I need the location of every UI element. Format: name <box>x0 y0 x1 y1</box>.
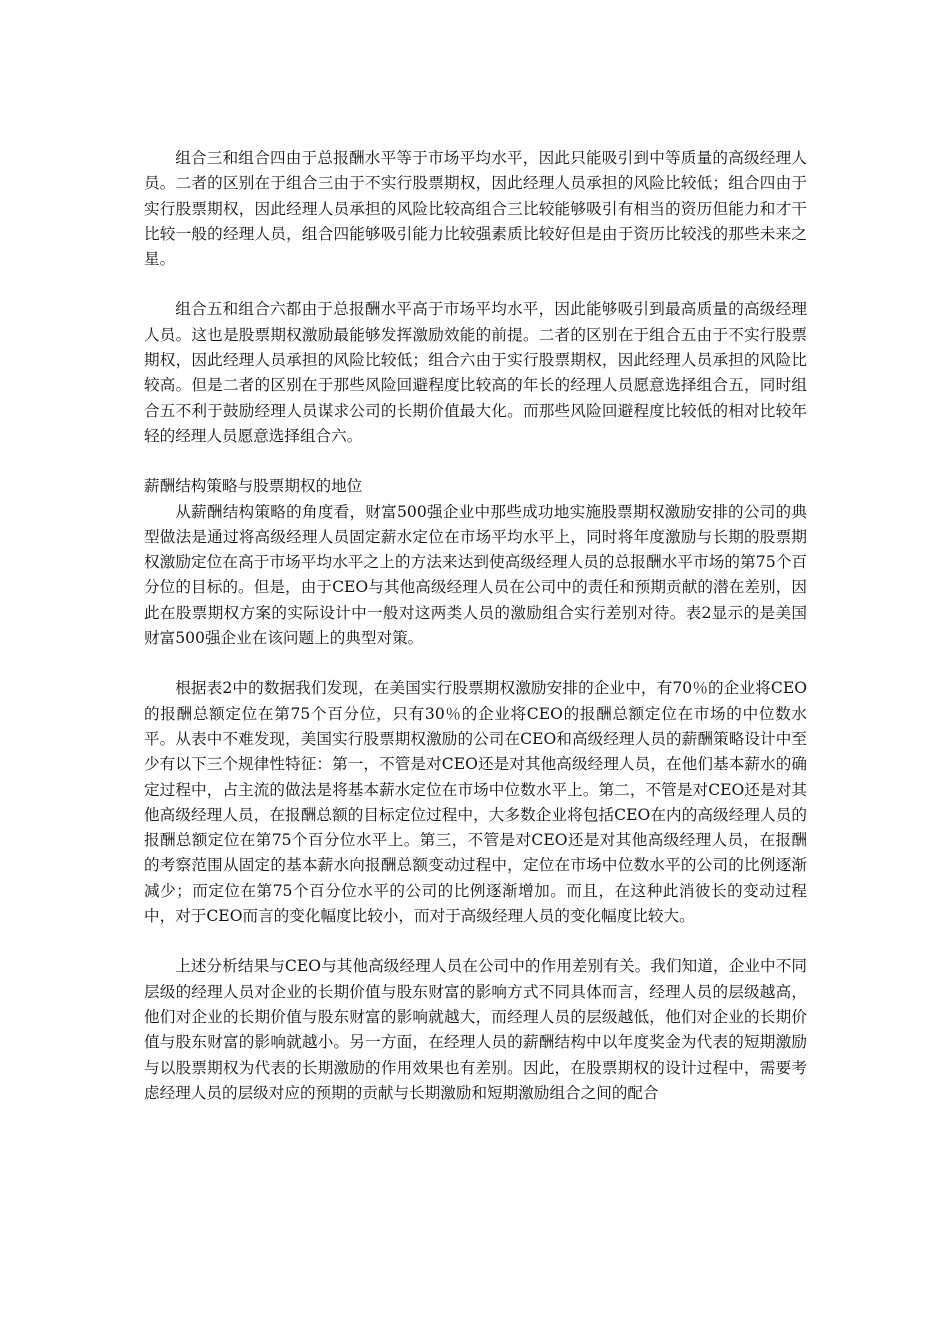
paragraph-combination-5-6: 组合五和组合六都由于总报酬水平高于市场平均水平，因此能够吸引到最高质量的高级经理人员。这也是股票期权激励最能够发挥激励效能的前提。二者的区别在于组合五由于不实行股票期权，因此经理人员承担的风险比较低；组合六由于实行股票期权，因此经理人员承担的风险比较高。但是二者的区别在于那些风险回避程度比较高的年长的经理人员愿意选择组合五，同时组合五不利于鼓励经理人员谋求公司的长期价值最大化。而那些风险回避程度比较低的相对比较年轻的经理人员愿意选择组合六。 <box>144 300 807 445</box>
document-body <box>144 146 807 1131</box>
section-heading: 薪酬结构策略与股票期权的地位 <box>144 477 363 496</box>
paragraph-table2-analysis: 根据表2中的数据我们发现，在美国实行股票期权激励安排的企业中，有70％的企业将CEO的报酬总额定位在第75个百分位，只有30％的企业将CEO的报酬总额定位在市场的中位数水平。从表中不难发现，美国实行股票期权激励的公司在CEO和高级经理人员的薪酬策略设计中至少有以下三个规律性特征：第一，不管是对CEO还是对其他高级经理人员，在他们基本薪水的确定过程中，占主流的做法是将基本薪水定位在市场中位数水平上。第二，不管是对CEO还是对其他高级经理人员，在报酬总额的目标定位过程中，大多数企业将包括CEO在内的高级经理人员的报酬总额定位在第75个百分位水平上。第三，不管是对CEO还是对其他高级经理人员，在报酬的考察范围从固定的基本薪水向报酬总额变动过程中，定位在市场中位数水平的公司的比例逐渐减少；而定位在第75个百分位水平的公司的比例逐渐增加。而且，在这种此消彼长的变动过程中，对于CEO而言的变化幅度比较小，而对于高级经理人员的变化幅度比较大。 <box>144 679 807 926</box>
paragraph-salary-strategy: 从薪酬结构策略的角度看，财富500强企业中那些成功地实施股票期权激励安排的公司的典型做法是通过将高级经理人员固定薪水定位在市场平均水平上，同时将年度激励与长期的股票期权激励定位在高于市场平均水平之上的方法来达到使高级经理人员的总报酬水平市场的第75个百分位的目标的。但是，由于CEO与其他高级经理人员在公司中的责任和预期贡献的潜在差别，因此在股票期权方案的实际设计中一般对这两类人员的激励组合实行差别对待。表2显示的是美国财富500强企业在该问题上的典型对策。 <box>144 502 807 648</box>
paragraph-role-difference: 上述分析结果与CEO与其他高级经理人员在公司中的作用差别有关。我们知道，企业中不同层级的经理人员对企业的长期价值与股东财富的影响方式不同具体而言，经理人员的层级越高，他们对企业的长期价值与股东财富的影响就越大，而经理人员的层级越低，他们对企业的长期价值与股东财富的影响就越小。另一方面，在经理人员的薪酬结构中以年度奖金为代表的短期激励与以股票期权为代表的长期激励的作用效果也有差别。因此，在股票期权的设计过程中，需要考虑经理人员的层级对应的预期的贡献与长期激励和短期激励组合之间的配合 <box>144 957 807 1102</box>
paragraph-combination-3-4: 组合三和组合四由于总报酬水平等于市场平均水平，因此只能吸引到中等质量的高级经理人员。二者的区别在于组合三由于不实行股票期权，因此经理人员承担的风险比较低；组合四由于实行股票期权，因此经理人员承担的风险比较高组合三比较能够吸引有相当的资历但能力和才干比较一般的经理人员，组合四能够吸引能力比较强素质比较好但是由于资历比较浅的那些未来之星。 <box>144 149 807 269</box>
